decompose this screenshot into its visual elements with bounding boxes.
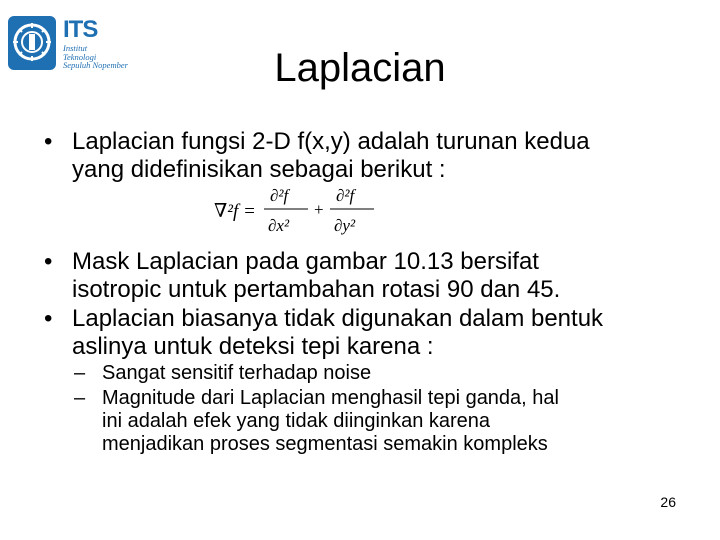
sub-bullet-dash: – [74,362,86,384]
svg-text:∂x²: ∂x² [268,216,290,235]
logo-brand-text: ITS [63,16,98,43]
page-number: 26 [660,494,676,510]
bullet-text: Laplacian fungsi 2-D f(x,y) adalah turunan kedua yang didefinisikan sebagai berikut : [72,128,590,183]
sub-bullet-text: Magnitude dari Laplacian menghasil tepi ganda, hal ini adalah efek yang tidak diinginkan karena menjadikan proses segmentasi semakin kompleks [102,387,559,455]
bullet-text: Mask Laplacian pada gambar 10.13 bersifat isotropic untuk pertambahan rotasi 90 dan 45. [72,248,561,303]
slide-title: Laplacian [274,46,446,90]
laplacian-formula [212,181,392,239]
sub-bullet-dash: – [74,387,86,409]
logo-institution-text: Institut Teknologi Sepuluh Nopember [63,43,128,70]
svg-text:+: + [314,200,324,219]
bullet-text: Laplacian biasanya tidak digunakan dalam bentuk aslinya untuk deteksi tepi karena : [72,305,604,360]
svg-text:∂²f: ∂²f [270,186,289,205]
bullet-dot: • [44,128,53,155]
svg-text:∇²f =: ∇²f = [214,201,256,222]
bullet-dot: • [44,248,53,275]
svg-text:∂²f: ∂²f [336,186,355,205]
svg-text:∂y²: ∂y² [334,216,356,235]
sub-bullet-text: Sangat sensitif terhadap noise [102,362,372,384]
bullet-dot: • [44,305,53,332]
